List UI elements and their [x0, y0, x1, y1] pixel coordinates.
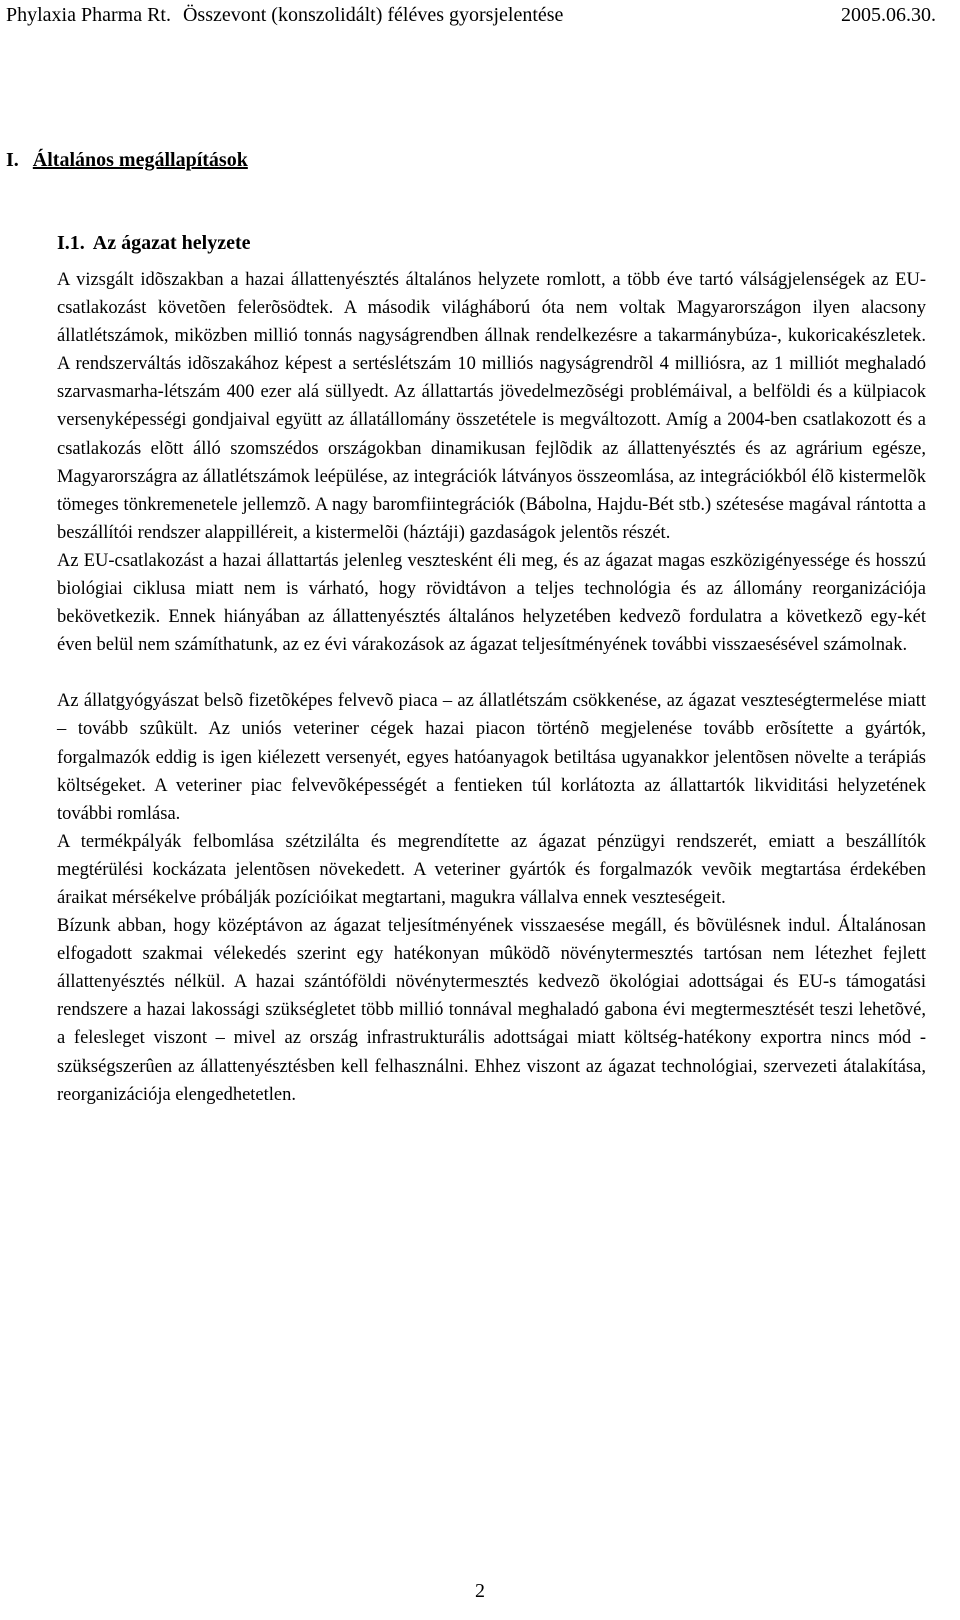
paragraph: Az állatgyógyászat belsõ fizetõképes felvevõ piaca – az állatlétszám csökkenése, az ágazat veszteségtermelése miatt – tovább szûkült. Az uniós veteriner cégek hazai piacon történõ megjelenése tovább erõsítette a gyártók, forgalmazók eddig is igen kiélezett versenyét, egyes hatóanyagok betiltása ugyanakkor jelentõsen növelte a terápiás költségeket. A veteriner piac felvevõképességét a fentieken túl korlátozta az állattartók likviditási helyzetének további romlása. [57, 691, 926, 824]
header-left [6, 2, 563, 28]
body-text [57, 266, 926, 1109]
header-date: 2005.06.30. [841, 4, 936, 26]
section-title: Általános megállapítások [32, 149, 248, 171]
paragraph: Az EU-csatlakozást a hazai állattartás jelenleg vesztesként éli meg, és az ágazat magas eszközigényessége és hosszú biológiai ciklusa miatt nem is várható, hogy rövidtávon a teljes technológia és az állomány reorganizációja bekövetkezik. Ennek hiányában az állattenyésztés általános helyzetében kedvezõ fordulatra a következõ egy-két éven belül nem számíthatunk, az ez évi várakozások az ágazat teljesítményének további visszaesésével számolnak. [57, 550, 926, 656]
page-number: 2 [475, 1580, 485, 1602]
subsection-number: I.1. [57, 232, 85, 254]
section-heading [6, 147, 248, 173]
header-report-title: Összevont (konszolidált) féléves gyorsjelentése [182, 4, 564, 26]
subsection-heading [57, 230, 251, 256]
paragraph: A termékpályák felbomlása szétzilálta és megrendítette az ágazat pénzügyi rendszerét, emiatt a beszállítók megtérülési kockázata jelentõsen növekedett. A veteriner gyártók és forgalmazók vevõik megtartása érdekében áraikat mérsékelve próbálják pozícióikat megtartani, magukra vállalva ennek veszteségeit. [57, 831, 926, 908]
subsection-title: Az ágazat helyzete [92, 232, 251, 254]
paragraph: A vizsgált idõszakban a hazai állattenyésztés általános helyzete romlott, a több éve tartó válságjelenségek az EU-csatlakozást követõen felerõsödtek. A második világháború óta nem voltak Magyarországon ilyen alacsony állatlétszámok, miközben millió tonnás nagyságrendben állnak rendelkezésre a takarmánybúza-, kukoricakészletek. A rendszerváltás idõszakához képest a sertéslétszám 10 milliós nagyságrendrõl 4 milliósra, az 1 milliót meghaladó szarvasmarha-létszám 400 ezer alá süllyedt. Az állattartás jövedelmezõségi problémáival, a belföldi és a külpiacok versenyképességi gondjaival együtt az állatállomány összetétele is megváltozott. Amíg a 2004-ben csatlakozott és a csatlakozás elõtt álló szomszédos országokban dinamikusan fejlõdik az állattenyésztés és az agrárium egésze, Magyarországra az állatlétszámok leépülése, az integrációk látványos összeomlása, az integrációkból élõ kistermelõk tömeges tönkremenetele jellemzõ. A nagy baromfiintegrációk (Bábolna, Hajdu-Bét stb.) szétesése magával rántotta a beszállítói rendszer alappilléreit, a kistermelõi (háztáji) gazdaságok jelentõs részét. [57, 270, 926, 543]
header-company: Phylaxia Pharma Rt. [6, 4, 171, 26]
paragraph: Bízunk abban, hogy középtávon az ágazat teljesítményének visszaesése megáll, és bõvülésnek indul. Általánosan elfogadott szakmai vélekedés szerint egy hatékonyan mûködõ növénytermesztés tartósan nem létezhet fejlett állattenyésztés nélkül. A hazai szántóföldi növénytermesztés kedvezõ ökológiai adottságai és EU-s támogatási rendszere a hazai lakossági szükségletet több millió tonnával meghaladó gabona évi megtermesztését teszi lehetõvé, a felesleget viszont – mivel az ország infrastrukturális adottságai miatt költség-hatékony exportra nincs mód - szükségszerûen az állattenyésztésben kell felhasználni. Ehhez viszont az ágazat technológiai, szervezeti átalakítása, reorganizációja elengedhetetlen. [57, 916, 926, 1105]
page-header [6, 2, 936, 28]
section-number: I. [6, 149, 19, 171]
